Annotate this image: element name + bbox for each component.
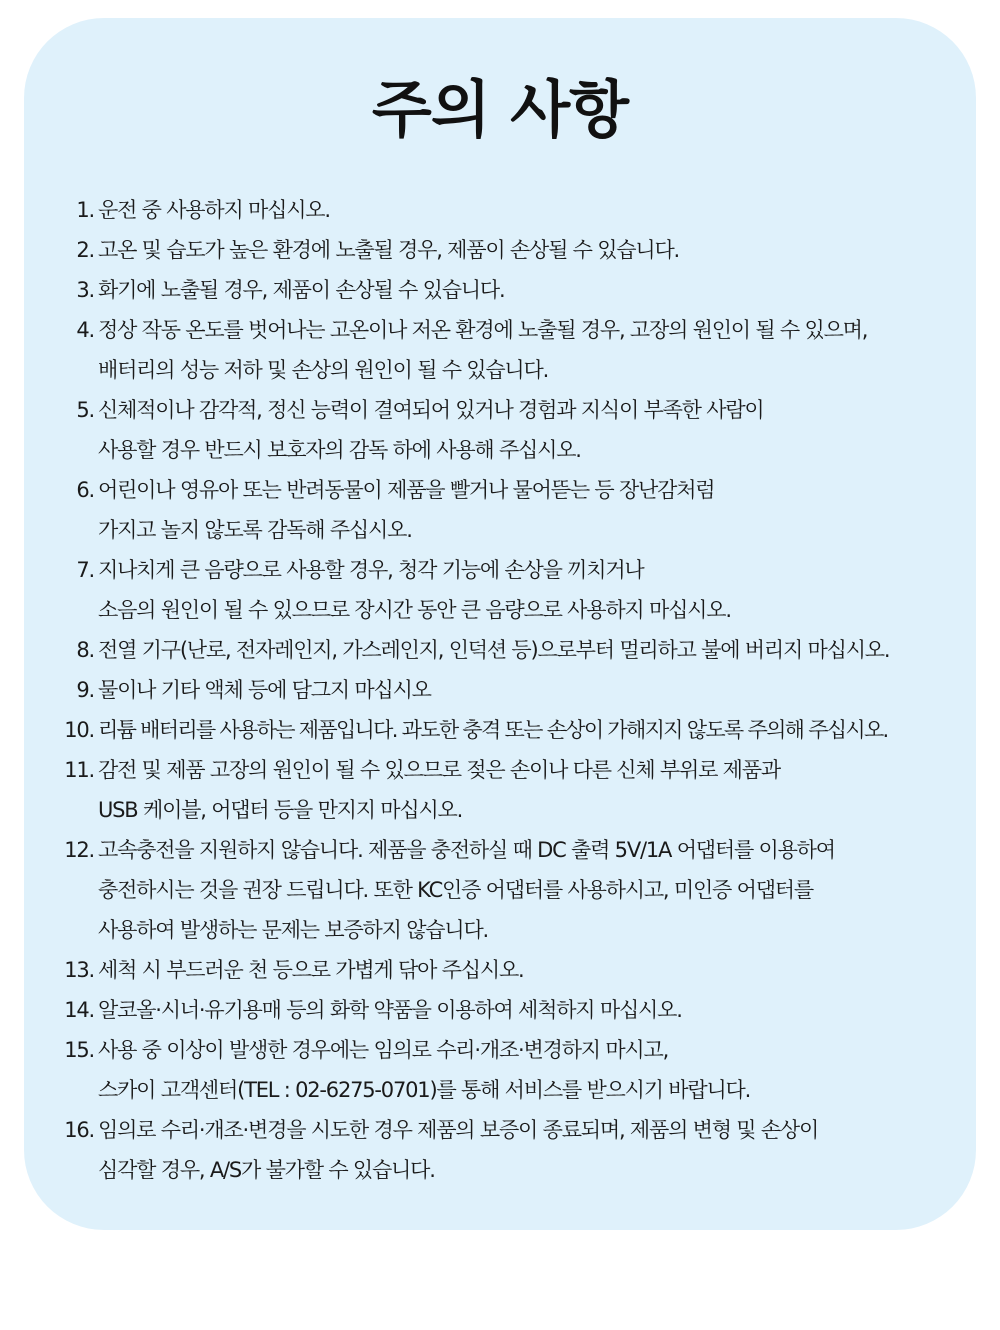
notice-text-line: 고온 및 습도가 높은 환경에 노출될 경우, 제품이 손상될 수 있습니다. bbox=[98, 238, 680, 262]
notice-text-line: 화기에 노출될 경우, 제품이 손상될 수 있습니다. bbox=[98, 278, 505, 302]
notice-item bbox=[24, 950, 976, 990]
notice-text-line: 어린이나 영유아 또는 반려동물이 제품을 빨거나 물어뜯는 등 장난감처럼 bbox=[98, 478, 715, 502]
notice-item bbox=[24, 310, 976, 390]
notice-number: 5. bbox=[76, 398, 94, 422]
notice-text-line: 사용 중 이상이 발생한 경우에는 임의로 수리·개조·변경하지 마시고, bbox=[98, 1038, 669, 1062]
notice-number: 6. bbox=[76, 478, 94, 502]
notice-list bbox=[24, 190, 976, 1190]
notice-text-line: 정상 작동 온도를 벗어나는 고온이나 저온 환경에 노출될 경우, 고장의 원인이 될 수 있으며, bbox=[98, 318, 868, 342]
notice-text-line: 심각할 경우, A/S가 불가할 수 있습니다. bbox=[98, 1158, 435, 1182]
notice-number: 3. bbox=[76, 278, 94, 302]
notice-text-line: 사용하여 발생하는 문제는 보증하지 않습니다. bbox=[98, 918, 489, 942]
notice-item bbox=[24, 710, 976, 750]
notice-item bbox=[24, 390, 976, 470]
notice-number: 14. bbox=[64, 998, 94, 1022]
notice-number: 11. bbox=[64, 758, 94, 782]
notice-text-line: 소음의 원인이 될 수 있으므로 장시간 동안 큰 음량으로 사용하지 마십시오. bbox=[98, 598, 731, 622]
notice-item bbox=[24, 990, 976, 1030]
notice-text-line: 배터리의 성능 저하 및 손상의 원인이 될 수 있습니다. bbox=[98, 358, 549, 382]
notice-number: 4. bbox=[76, 318, 94, 342]
notice-number: 9. bbox=[76, 678, 94, 702]
notice-text-line: 물이나 기타 액체 등에 담그지 마십시오 bbox=[98, 678, 431, 702]
notice-number: 2. bbox=[76, 238, 94, 262]
notice-text-line: 운전 중 사용하지 마십시오. bbox=[98, 198, 330, 222]
notice-number: 8. bbox=[76, 638, 94, 662]
notice-text-line: 세척 시 부드러운 천 등으로 가볍게 닦아 주십시오. bbox=[98, 958, 524, 982]
notice-number: 16. bbox=[64, 1118, 94, 1142]
notice-item bbox=[24, 670, 976, 710]
notice-text-line: 가지고 놀지 않도록 감독해 주십시오. bbox=[98, 518, 412, 542]
notice-text-line: 전열 기구(난로, 전자레인지, 가스레인지, 인덕션 등)으로부터 멀리하고 불에 버리지 마십시오. bbox=[98, 638, 890, 662]
notice-item bbox=[24, 550, 976, 630]
notice-number: 12. bbox=[64, 838, 94, 862]
notice-item bbox=[24, 630, 976, 670]
page-title: 주의 사항 bbox=[371, 73, 629, 146]
notice-item bbox=[24, 1110, 976, 1190]
notice-item bbox=[24, 270, 976, 310]
notice-text-line: 감전 및 제품 고장의 원인이 될 수 있으므로 젖은 손이나 다른 신체 부위로 제품과 bbox=[98, 758, 780, 782]
notice-panel bbox=[24, 18, 976, 1230]
notice-text-line: 사용할 경우 반드시 보호자의 감독 하에 사용해 주십시오. bbox=[98, 438, 581, 462]
notice-item bbox=[24, 1030, 976, 1110]
notice-text-line: 스카이 고객센터(TEL : 02-6275-0701)를 통해 서비스를 받으시기 바랍니다. bbox=[98, 1078, 751, 1102]
notice-text-line: 임의로 수리·개조·변경을 시도한 경우 제품의 보증이 종료되며, 제품의 변형 및 손상이 bbox=[98, 1118, 819, 1142]
notice-number: 15. bbox=[64, 1038, 94, 1062]
notice-item bbox=[24, 470, 976, 550]
notice-text-line: 리튬 배터리를 사용하는 제품입니다. 과도한 충격 또는 손상이 가해지지 않도록 주의해 주십시오. bbox=[98, 718, 888, 742]
notice-text-line: 알코올·시너·유기용매 등의 화학 약품을 이용하여 세척하지 마십시오. bbox=[98, 998, 682, 1022]
notice-text-line: 지나치게 큰 음량으로 사용할 경우, 청각 기능에 손상을 끼치거나 bbox=[98, 558, 644, 582]
notice-text-line: 고속충전을 지원하지 않습니다. 제품을 충전하실 때 DC 출력 5V/1A 어댑터를 이용하여 bbox=[98, 838, 835, 862]
notice-item bbox=[24, 190, 976, 230]
notice-number: 1. bbox=[76, 198, 94, 222]
notice-number: 10. bbox=[64, 718, 94, 742]
notice-number: 7. bbox=[76, 558, 94, 582]
notice-item bbox=[24, 750, 976, 830]
notice-number: 13. bbox=[64, 958, 94, 982]
notice-item bbox=[24, 830, 976, 950]
notice-text-line: USB 케이블, 어댑터 등을 만지지 마십시오. bbox=[98, 798, 463, 822]
notice-item bbox=[24, 230, 976, 270]
notice-text-line: 신체적이나 감각적, 정신 능력이 결여되어 있거나 경험과 지식이 부족한 사람이 bbox=[98, 398, 764, 422]
notice-text-line: 충전하시는 것을 권장 드립니다. 또한 KC인증 어댑터를 사용하시고, 미인증 어댑터를 bbox=[98, 878, 813, 902]
